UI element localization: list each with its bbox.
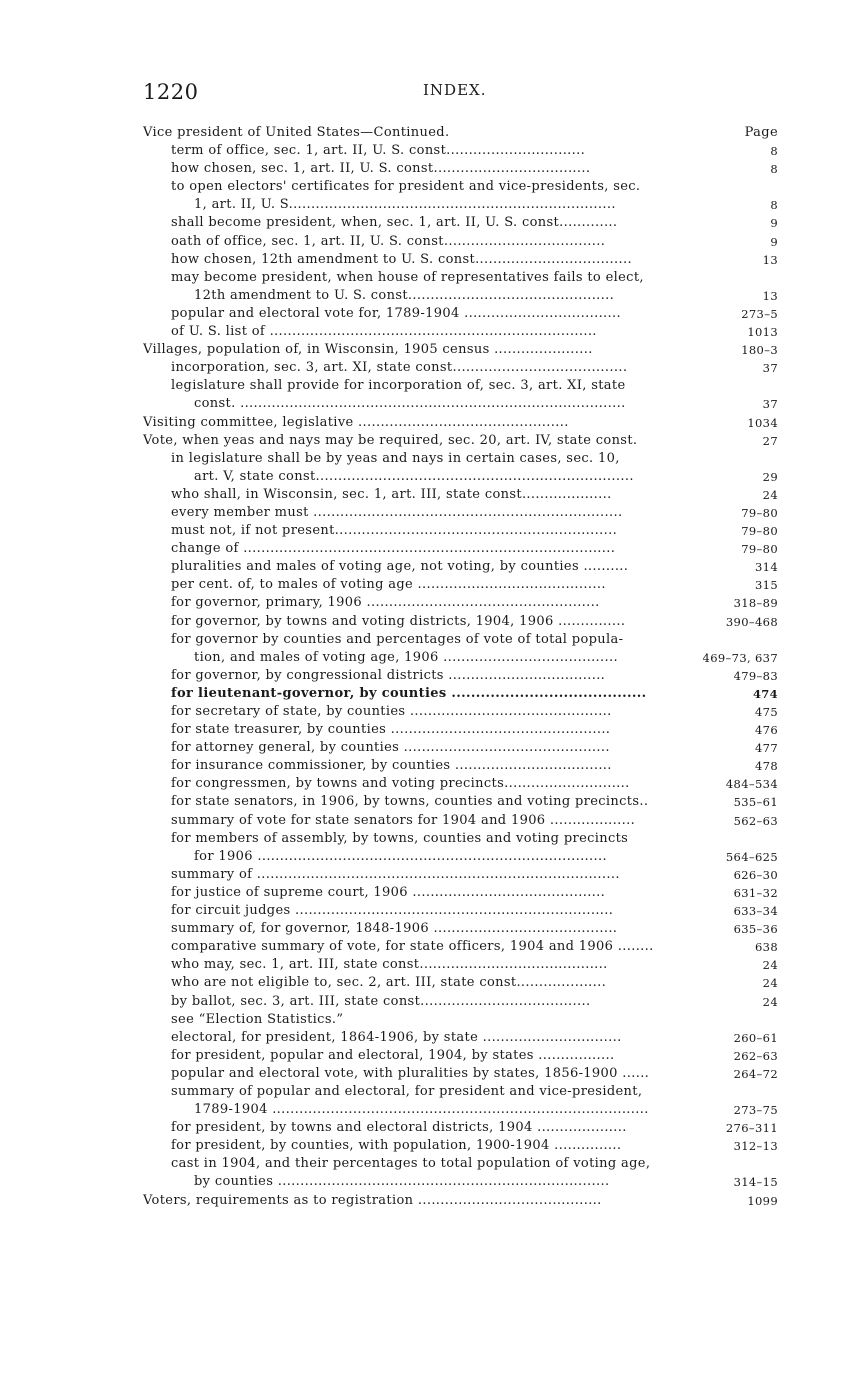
entry-text: for president, by towns and electoral districts, 1904 .................... — [171, 1120, 627, 1136]
index-subentry — [143, 721, 778, 739]
entry-text: for 1906 .............................................................................. — [194, 848, 607, 864]
index-main-entry — [143, 432, 778, 450]
index-subentry — [143, 902, 778, 920]
index-subentry — [143, 920, 778, 938]
entry-text: Vote, when yeas and nays may be required, sec. 20, art. IV, state const. — [143, 432, 638, 448]
entry-page-ref: 24 — [762, 958, 778, 973]
index-subentry — [143, 1137, 778, 1155]
index-subentry — [143, 812, 778, 830]
entry-page-ref: 535–61 — [733, 795, 778, 810]
entry-text: for secretary of state, by counties ............................................. — [171, 704, 612, 719]
index-subentry — [143, 558, 778, 576]
entry-page-ref: 27 — [762, 433, 778, 448]
entry-text: 1789-1904 .................................................................................... — [194, 1102, 649, 1118]
entry-page-ref: 37 — [762, 397, 778, 412]
entry-text: of U. S. list of ......................................................................... — [171, 324, 597, 340]
entry-page-ref: 564–625 — [725, 849, 778, 864]
entry-page-ref: 475 — [755, 705, 778, 719]
index-subentry — [143, 739, 778, 757]
entry-page-ref: 469–73, 637 — [702, 650, 778, 665]
index-subentry — [143, 956, 778, 974]
entry-text: summary of vote for state senators for 1904 and 1906 ................... — [171, 812, 636, 828]
entry-text: 1, art. II, U. S......................................................................... — [194, 197, 616, 213]
entry-text: summary of, for governor, 1848-1906 ......................................... — [171, 921, 618, 937]
index-subentry — [143, 703, 778, 721]
entry-page-ref: 562–63 — [733, 813, 778, 828]
entry-text: for congressmen, by towns and voting precincts............................ — [171, 776, 630, 792]
entry-page-ref: 273–75 — [733, 1103, 778, 1118]
entry-page-ref: 631–32 — [733, 885, 778, 900]
entry-text: for governor, primary, 1906 .................................................... — [171, 595, 600, 611]
entry-page-ref: 312–13 — [733, 1139, 778, 1154]
entry-page-ref: 1034 — [747, 415, 778, 430]
index-main-entry — [143, 124, 778, 142]
index-subentry — [143, 649, 778, 667]
index-subentry — [143, 631, 778, 649]
entry-page-ref: 79–80 — [741, 542, 778, 557]
entry-page-ref: 478 — [755, 759, 778, 774]
entry-text: oath of office, sec. 1, art. II, U. S. const.................................... — [171, 233, 606, 249]
entry-page-ref: 24 — [762, 994, 778, 1009]
entry-page-ref: 476 — [755, 723, 778, 738]
entry-text: for circuit judges ....................................................................... — [171, 903, 614, 919]
index-entries — [143, 124, 778, 1210]
index-subentry — [143, 269, 778, 287]
entry-text: to open electors' certificates for president and vice-presidents, sec. — [171, 179, 641, 195]
index-subentry — [143, 214, 778, 232]
index-subentry — [143, 486, 778, 504]
index-subentry — [143, 323, 778, 341]
page-number: 1220 — [143, 80, 199, 104]
entry-text: for members of assembly, by towns, counties and voting precincts — [171, 830, 629, 846]
entry-text: for president, popular and electoral, 1904, by states ................. — [171, 1047, 615, 1063]
index-main-entry — [143, 1192, 778, 1210]
entry-text: comparative summary of vote, for state officers, 1904 and 1906 ........ — [171, 939, 654, 955]
index-subentry — [143, 757, 778, 775]
entry-page-ref: 635–36 — [733, 922, 778, 937]
index-subentry — [143, 1011, 778, 1029]
index-subentry — [143, 1029, 778, 1047]
entry-text: popular and electoral vote for, 1789-1904 ................................... — [171, 305, 621, 321]
entry-text: per cent. of, to males of voting age .......................................... — [171, 577, 606, 593]
index-subentry — [143, 974, 778, 992]
entry-page-ref: 1013 — [747, 325, 778, 340]
entry-text: may become president, when house of representatives fails to elect, — [171, 269, 644, 285]
entry-text: summary of ................................................................................. — [171, 866, 620, 882]
entry-text: 12th amendment to U. S. const.............................................. — [194, 287, 615, 303]
entry-text: for justice of supreme court, 1906 ........................................... — [171, 884, 606, 900]
entry-text: see “Election Statistics.” — [171, 1011, 344, 1027]
entry-text: by ballot, sec. 3, art. III, state const...................................... — [171, 993, 591, 1009]
entry-page-ref: 24 — [762, 976, 778, 991]
entry-text: for governor, by towns and voting districts, 1904, 1906 ............... — [171, 613, 626, 629]
entry-page-ref: 276–311 — [725, 1121, 778, 1136]
entry-page-ref: 79–80 — [741, 524, 778, 539]
index-subentry — [143, 540, 778, 558]
index-subentry — [143, 233, 778, 251]
entry-page-ref: 1099 — [747, 1193, 778, 1208]
index-subentry — [143, 848, 778, 866]
entry-page-ref: 638 — [755, 940, 778, 955]
index-subentry — [143, 1101, 778, 1119]
entry-text: for governor by counties and percentages of vote of total popula- — [171, 631, 624, 647]
entry-text: for governor, by congressional districts ................................... — [171, 667, 606, 683]
entry-page-ref: 8 — [770, 144, 778, 159]
index-subentry — [143, 468, 778, 486]
entry-text: who are not eligible to, sec. 2, art. III, state const.................... — [171, 975, 607, 991]
index-subentry — [143, 395, 778, 413]
index-subentry — [143, 576, 778, 594]
index-subentry — [143, 450, 778, 468]
entry-text: for president, by counties, with population, 1900-1904 ............... — [171, 1138, 622, 1154]
entry-page-ref: 9 — [770, 234, 778, 249]
entry-page-ref: 37 — [762, 361, 778, 376]
entry-text: electoral, for president, 1864-1906, by state ............................... — [171, 1029, 622, 1045]
index-subentry — [143, 685, 778, 703]
entry-text: pluralities and males of voting age, not voting, by counties .......... — [171, 559, 629, 575]
entry-page-ref: 477 — [755, 741, 778, 756]
entry-page-ref: 9 — [770, 216, 778, 231]
entry-text: art. V, state const....................................................................... — [194, 468, 634, 484]
index-subentry — [143, 251, 778, 269]
index-subentry — [143, 1119, 778, 1137]
entry-text: change of ................................................................................... — [171, 541, 616, 557]
index-subentry — [143, 866, 778, 884]
entry-text: cast in 1904, and their percentages to total population of voting age, — [171, 1156, 651, 1172]
page-column-label: Page — [744, 125, 778, 140]
entry-text: for insurance commissioner, by counties ................................... — [171, 758, 612, 774]
entry-page-ref: 29 — [762, 469, 778, 484]
entry-text: for state treasurer, by counties ................................................. — [171, 722, 611, 738]
index-subentry — [143, 160, 778, 178]
entry-text: must not, if not present............................................................... — [171, 523, 618, 539]
entry-page-ref: 474 — [752, 686, 778, 701]
index-subentry — [143, 938, 778, 956]
index-subentry — [143, 884, 778, 902]
page-title: INDEX. — [423, 81, 487, 99]
index-subentry — [143, 1065, 778, 1083]
index-subentry — [143, 1083, 778, 1101]
entry-page-ref: 633–34 — [733, 904, 778, 919]
entry-text: who may, sec. 1, art. III, state const.......................................... — [171, 957, 608, 973]
entry-text: Visiting committee, legislative ............................................... — [143, 414, 569, 430]
entry-page-ref: 315 — [755, 578, 778, 593]
entry-text: legislature shall provide for incorporation of, sec. 3, art. XI, state — [171, 378, 626, 394]
index-subentry — [143, 196, 778, 214]
index-subentry — [143, 178, 778, 196]
entry-text: popular and electoral vote, with pluralities by states, 1856-1900 ...... — [171, 1065, 650, 1081]
index-subentry — [143, 793, 778, 811]
entry-text: const. ...................................................................................... — [194, 396, 626, 412]
entry-text: incorporation, sec. 3, art. XI, state const....................................... — [171, 360, 628, 376]
entry-page-ref: 390–468 — [725, 614, 778, 629]
entry-page-ref: 180–3 — [741, 343, 778, 358]
entry-page-ref: 484–534 — [725, 777, 778, 792]
index-subentry — [143, 1173, 778, 1191]
entry-page-ref: 8 — [770, 162, 778, 177]
entry-page-ref: 13 — [762, 252, 778, 267]
entry-page-ref: 24 — [762, 487, 778, 502]
entry-text: shall become president, when, sec. 1, art. II, U. S. const............. — [171, 215, 618, 231]
index-subentry — [143, 830, 778, 848]
entry-text: Vice president of United States—Continued. — [143, 125, 450, 140]
index-subentry — [143, 594, 778, 612]
index-main-entry — [143, 414, 778, 432]
index-subentry — [143, 522, 778, 540]
entry-text: by counties .......................................................................... — [194, 1174, 610, 1190]
entry-text: how chosen, sec. 1, art. II, U. S. const................................... — [171, 161, 591, 177]
entry-text: tion, and males of voting age, 1906 ....................................... — [194, 649, 618, 665]
entry-text: for state senators, in 1906, by towns, counties and voting precincts.. — [171, 794, 649, 810]
index-subentry — [143, 775, 778, 793]
index-subentry — [143, 287, 778, 305]
entry-text: for lieutenant-governor, by counties ........................................ — [171, 685, 647, 701]
entry-text: every member must ..................................................................... — [171, 504, 623, 520]
index-subentry — [143, 993, 778, 1011]
index-subentry — [143, 1047, 778, 1065]
entry-page-ref: 314–15 — [733, 1175, 778, 1190]
entry-text: Villages, population of, in Wisconsin, 1905 census ...................... — [143, 342, 593, 358]
index-main-entry — [143, 341, 778, 359]
entry-page-ref: 8 — [770, 198, 778, 213]
index-subentry — [143, 142, 778, 160]
entry-text: how chosen, 12th amendment to U. S. const................................... — [171, 251, 632, 267]
index-subentry — [143, 504, 778, 522]
entry-text: term of office, sec. 1, art. II, U. S. const............................... — [171, 143, 586, 159]
entry-text: who shall, in Wisconsin, sec. 1, art. III, state const.................... — [171, 486, 612, 502]
entry-text: for attorney general, by counties .............................................. — [171, 740, 610, 756]
index-subentry — [143, 377, 778, 395]
entry-text: Voters, requirements as to registration ......................................... — [143, 1192, 602, 1208]
index-subentry — [143, 667, 778, 685]
entry-page-ref: 264–72 — [733, 1066, 778, 1081]
index-subentry — [143, 305, 778, 323]
entry-page-ref: 260–61 — [733, 1030, 778, 1045]
entry-page-ref: 314 — [755, 560, 778, 575]
entry-page-ref: 479–83 — [733, 668, 778, 683]
index-subentry — [143, 613, 778, 631]
entry-page-ref: 626–30 — [733, 867, 778, 882]
entry-page-ref: 13 — [762, 288, 778, 303]
entry-page-ref: 79–80 — [741, 505, 778, 520]
entry-text: summary of popular and electoral, for president and vice-president, — [171, 1083, 643, 1099]
index-subentry — [143, 359, 778, 377]
entry-page-ref: 273–5 — [741, 306, 778, 321]
entry-page-ref: 318–89 — [733, 596, 778, 611]
entry-page-ref: 262–63 — [733, 1048, 778, 1063]
entry-text: in legislature shall be by yeas and nays in certain cases, sec. 10, — [171, 450, 620, 466]
index-subentry — [143, 1155, 778, 1173]
